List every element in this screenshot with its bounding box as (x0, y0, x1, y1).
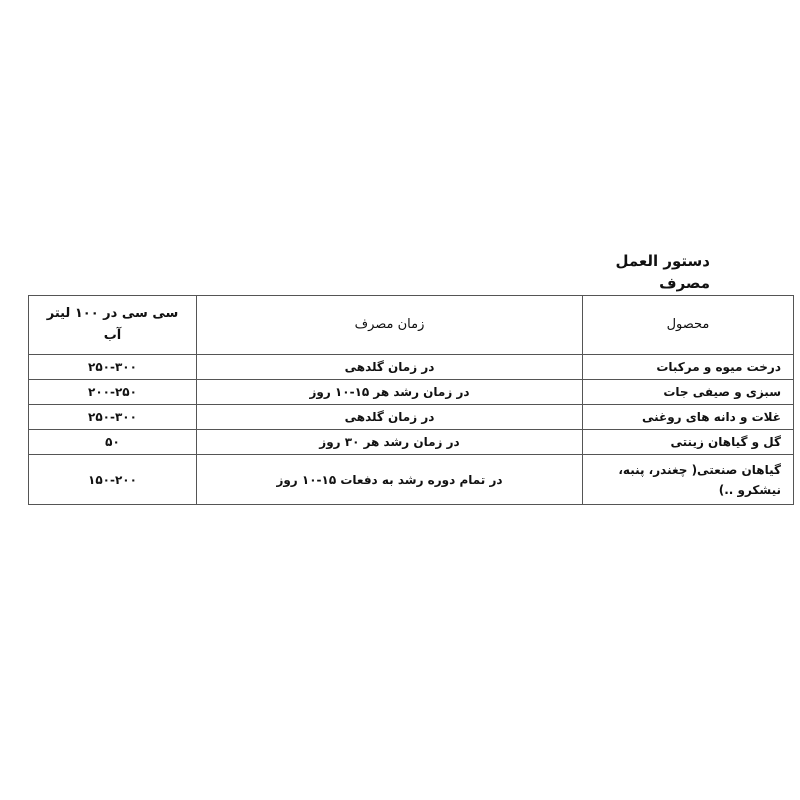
cell-dose: ۵۰ (29, 430, 197, 455)
header-product: محصول (583, 296, 794, 355)
table-row (29, 455, 794, 505)
header-usage-time: زمان مصرف (197, 296, 583, 355)
document-title: دستور العمل مصرف (615, 252, 710, 292)
cell-dose: ۲۰۰-۲۵۰ (29, 380, 197, 405)
cell-product: درخت میوه و مرکبات (583, 355, 794, 380)
table-row (29, 380, 794, 405)
table-header-row (29, 296, 794, 355)
cell-dose: ۲۵۰-۳۰۰ (29, 405, 197, 430)
cell-dose: ۱۵۰-۲۰۰ (29, 455, 197, 505)
cell-product: گیاهان صنعتی( چغندر، پنبه، نیشکرو ..) (583, 455, 794, 505)
cell-dose: ۲۵۰-۳۰۰ (29, 355, 197, 380)
cell-usage-time: در زمان گلدهی (197, 355, 583, 380)
cell-usage-time: در زمان رشد هر ۳۰ روز (197, 430, 583, 455)
usage-instructions-table (28, 295, 794, 505)
cell-product: گل و گیاهان زینتی (583, 430, 794, 455)
table-row (29, 430, 794, 455)
cell-usage-time: در تمام دوره رشد به دفعات ۱۵-۱۰ روز (197, 455, 583, 505)
table-row (29, 405, 794, 430)
cell-usage-time: در زمان رشد هر ۱۵-۱۰ روز (197, 380, 583, 405)
cell-product: غلات و دانه های روغنی (583, 405, 794, 430)
cell-product: سبزی و صیفی جات (583, 380, 794, 405)
header-dose: سی سی در ۱۰۰ لیتر آب (29, 296, 197, 355)
table-row (29, 355, 794, 380)
cell-usage-time: در زمان گلدهی (197, 405, 583, 430)
